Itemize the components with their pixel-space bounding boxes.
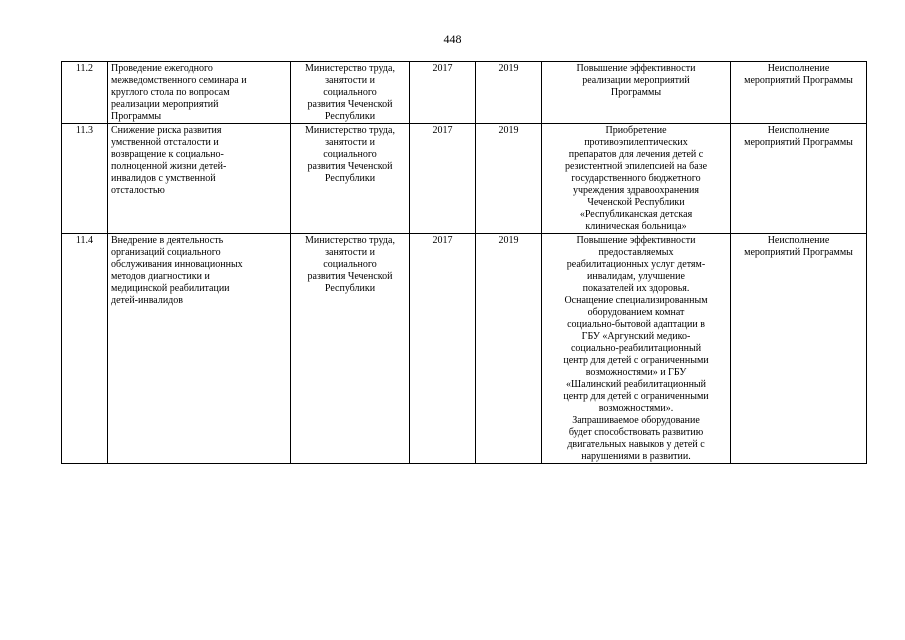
cell-text-line: Чеченской Республики — [587, 197, 685, 208]
cell-text-line: предоставляемых — [598, 247, 674, 258]
risk-cell — [731, 62, 867, 124]
cell-text-line: социального — [323, 87, 377, 98]
page-number: 448 — [443, 32, 462, 46]
expected-result-cell — [542, 124, 731, 234]
program-measures-table — [61, 61, 867, 464]
cell-text-line: Республики — [324, 283, 376, 294]
cell-text-line: реализации мероприятий — [111, 99, 219, 110]
item-number-cell: 11.4 — [62, 234, 108, 464]
cell-text-line: организаций социального — [111, 247, 221, 258]
table-row — [62, 234, 867, 464]
cell-text-line: развития Чеченской — [307, 99, 393, 110]
start-year-cell: 2017 — [410, 124, 476, 234]
cell-text-line: занятости и — [325, 75, 375, 86]
cell-text-line: умственной отсталости и — [111, 137, 219, 148]
action-cell — [108, 124, 291, 234]
cell-text-line: «Шалинский реабилитационный — [566, 379, 706, 390]
cell-text-line: отсталостью — [111, 185, 165, 196]
cell-text-line: показателей их здоровья. — [582, 283, 690, 294]
action-cell — [108, 62, 291, 124]
cell-text-line: Проведение ежегодного — [111, 63, 213, 74]
item-number-cell: 11.2 — [62, 62, 108, 124]
cell-text-line: возможностями» и ГБУ — [585, 367, 687, 378]
cell-text-line: возможностями». — [598, 403, 674, 414]
cell-text-line: социального — [323, 259, 377, 270]
cell-text-line: мероприятий Программы — [744, 247, 853, 258]
cell-text-line: обслуживания инновационных — [111, 259, 243, 270]
cell-text-line: Неисполнение — [767, 125, 830, 136]
cell-text-line: мероприятий Программы — [744, 137, 853, 148]
cell-text-line: реабилитационных услуг детям- — [566, 259, 706, 270]
cell-text-line: инвалидов с умственной — [111, 173, 216, 184]
expected-result-cell — [542, 234, 731, 464]
cell-text-line: оборудованием комнат — [587, 307, 685, 318]
cell-text-line: социально-реабилитационный — [570, 343, 702, 354]
risk-cell — [731, 124, 867, 234]
cell-text-line: двигательных навыков у детей с — [567, 439, 705, 450]
table-row — [62, 124, 867, 234]
cell-text-line: ГБУ «Аргунский медико- — [581, 331, 691, 342]
cell-text-line: центр для детей с ограниченными — [563, 391, 709, 402]
cell-text-line: Повышение эффективности — [576, 63, 696, 74]
cell-text-line: Снижение риска развития — [111, 125, 222, 136]
cell-text-line: детей-инвалидов — [111, 295, 183, 306]
action-cell — [108, 234, 291, 464]
cell-text-line: Запрашиваемое оборудование — [572, 415, 700, 426]
cell-text-line: резистентной эпилепсией на базе — [564, 161, 708, 172]
expected-result-cell — [542, 62, 731, 124]
cell-text-line: круглого стола по вопросам — [111, 87, 230, 98]
cell-text-line: учреждения здравоохранения — [573, 185, 699, 196]
cell-text-line: Министерство труда, — [305, 63, 395, 74]
cell-text-line: медицинской реабилитации — [111, 283, 230, 294]
cell-text-line: полноценной жизни детей- — [111, 161, 227, 172]
cell-text-line: препаратов для лечения детей с — [568, 149, 704, 160]
table-row — [62, 62, 867, 124]
cell-text-line: межведомственного семинара и — [111, 75, 247, 86]
cell-text-line: государственного бюджетного — [571, 173, 701, 184]
cell-text-line: социально-бытовой адаптации в — [567, 319, 705, 330]
executor-cell — [291, 124, 410, 234]
cell-text-line: будет способствовать развитию — [568, 427, 704, 438]
cell-text-line: Внедрение в деятельность — [111, 235, 224, 246]
cell-text-line: Повышение эффективности — [576, 235, 696, 246]
cell-text-line: Оснащение специализированным — [564, 295, 708, 306]
cell-text-line: занятости и — [325, 137, 375, 148]
cell-text-line: занятости и — [325, 247, 375, 258]
cell-text-line: центр для детей с ограниченными — [563, 355, 709, 366]
cell-text-line: клиническая больница» — [585, 221, 687, 232]
cell-text-line: нарушениями в развитии. — [581, 451, 691, 462]
start-year-cell: 2017 — [410, 234, 476, 464]
cell-text-line: реализации мероприятий — [582, 75, 690, 86]
executor-cell — [291, 62, 410, 124]
cell-text-line: «Республиканская детская — [579, 209, 693, 220]
cell-text-line: Министерство труда, — [305, 235, 395, 246]
cell-text-line: методов диагностики и — [111, 271, 210, 282]
risk-cell — [731, 234, 867, 464]
cell-text-line: развития Чеченской — [307, 161, 393, 172]
cell-text-line: Республики — [324, 111, 376, 122]
end-year-cell: 2019 — [476, 124, 542, 234]
table-body — [62, 62, 867, 464]
cell-text-line: Министерство труда, — [305, 125, 395, 136]
start-year-cell: 2017 — [410, 62, 476, 124]
cell-text-line: развития Чеченской — [307, 271, 393, 282]
cell-text-line: Неисполнение — [767, 63, 830, 74]
cell-text-line: Программы — [111, 111, 162, 122]
cell-text-line: мероприятий Программы — [744, 75, 853, 86]
cell-text-line: социального — [323, 149, 377, 160]
cell-text-line: Республики — [324, 173, 376, 184]
cell-text-line: Неисполнение — [767, 235, 830, 246]
cell-text-line: Приобретение — [605, 125, 667, 136]
end-year-cell: 2019 — [476, 234, 542, 464]
executor-cell — [291, 234, 410, 464]
cell-text-line: возвращение к социально- — [111, 149, 224, 160]
cell-text-line: инвалидам, улучшение — [587, 271, 685, 282]
end-year-cell: 2019 — [476, 62, 542, 124]
cell-text-line: Программы — [610, 87, 662, 98]
cell-text-line: противоэпилептических — [584, 137, 688, 148]
item-number-cell: 11.3 — [62, 124, 108, 234]
